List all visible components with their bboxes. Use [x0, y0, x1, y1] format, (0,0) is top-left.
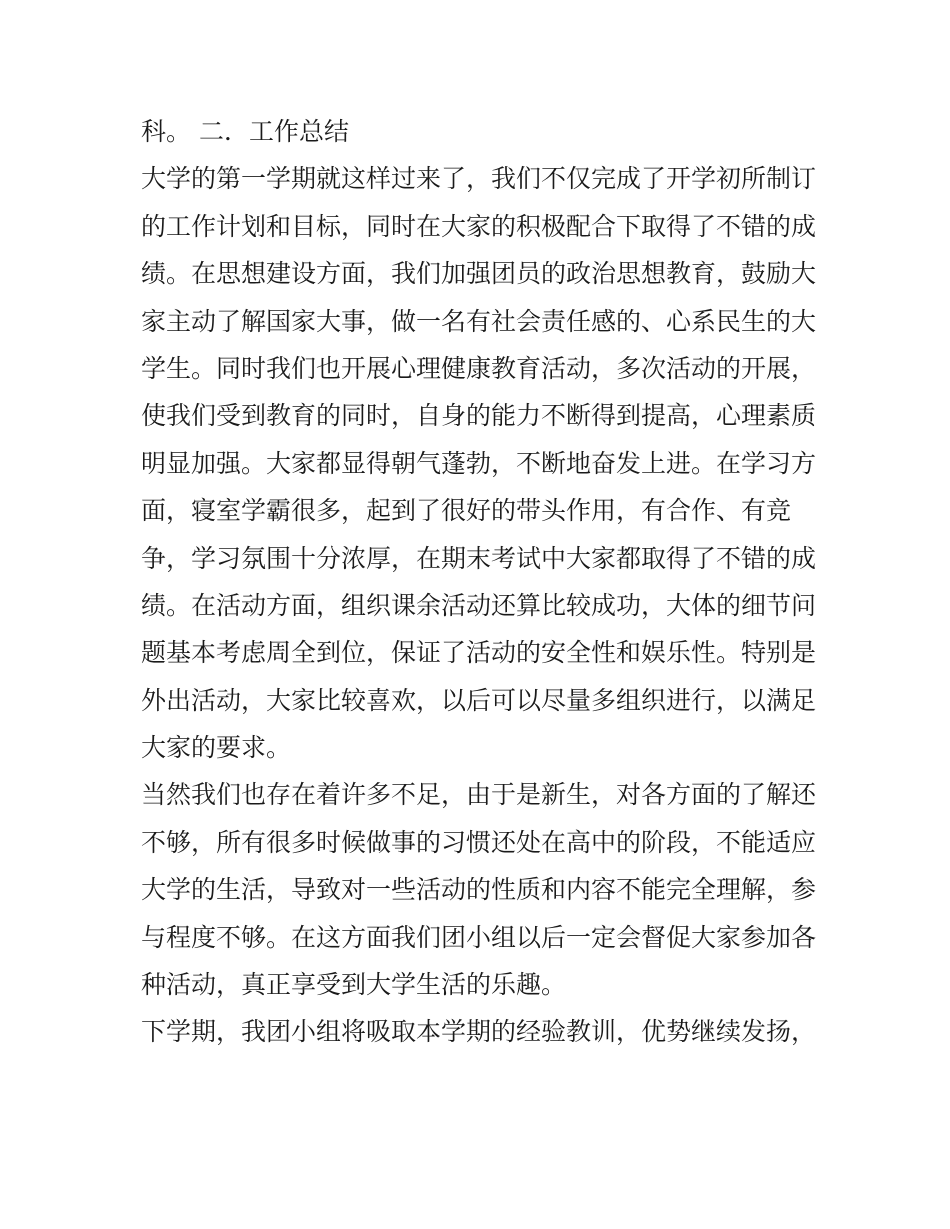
text-line: 明显加强。大家都显得朝气蓬勃，不断地奋发上进。在学习方 — [141, 448, 817, 478]
text-line: 家主动了解国家大事，做一名有社会责任感的、心系民生的大 — [141, 306, 817, 336]
text-line: 与程度不够。在这方面我们团小组以后一定会督促大家参加各 — [141, 922, 817, 952]
text-line: 不够，所有很多时候做事的习惯还处在高中的阶段，不能适应 — [141, 827, 817, 857]
text-line: 学生。同时我们也开展心理健康教育活动，多次活动的开展， — [141, 353, 817, 383]
text-line: 题基本考虑周全到位，保证了活动的安全性和娱乐性。特别是 — [141, 638, 817, 668]
text-line: 绩。在活动方面，组织课余活动还算比较成功，大体的细节问 — [141, 590, 817, 620]
text-line: 大学的生活，导致对一些活动的性质和内容不能完全理解，参 — [141, 875, 817, 905]
text-line: 面，寝室学霸很多，起到了很好的带头作用，有合作、有竞 — [141, 496, 792, 526]
text-line: 的工作计划和目标，同时在大家的积极配合下取得了不错的成 — [141, 211, 817, 241]
text-line: 种活动，真正享受到大学生活的乐趣。 — [141, 970, 567, 1000]
text-line: 外出活动，大家比较喜欢，以后可以尽量多组织进行，以满足 — [141, 685, 817, 715]
document-body-text — [141, 108, 821, 1056]
text-line: 绩。在思想建设方面，我们加强团员的政治思想教育，鼓励大 — [141, 259, 817, 289]
text-line-section-heading: 科。 二．工作总结 — [141, 117, 349, 146]
text-line: 下学期，我团小组将吸取本学期的经验教训，优势继续发扬， — [141, 1017, 817, 1047]
text-line: 当然我们也存在着许多不足，由于是新生，对各方面的了解还 — [141, 780, 817, 810]
text-line: 使我们受到教育的同时，自身的能力不断得到提高，心理素质 — [141, 401, 817, 431]
text-line: 大学的第一学期就这样过来了，我们不仅完成了开学初所制订 — [141, 164, 817, 194]
text-line: 大家的要求。 — [141, 733, 292, 763]
text-line: 争，学习氛围十分浓厚，在期末考试中大家都取得了不错的成 — [141, 543, 817, 573]
